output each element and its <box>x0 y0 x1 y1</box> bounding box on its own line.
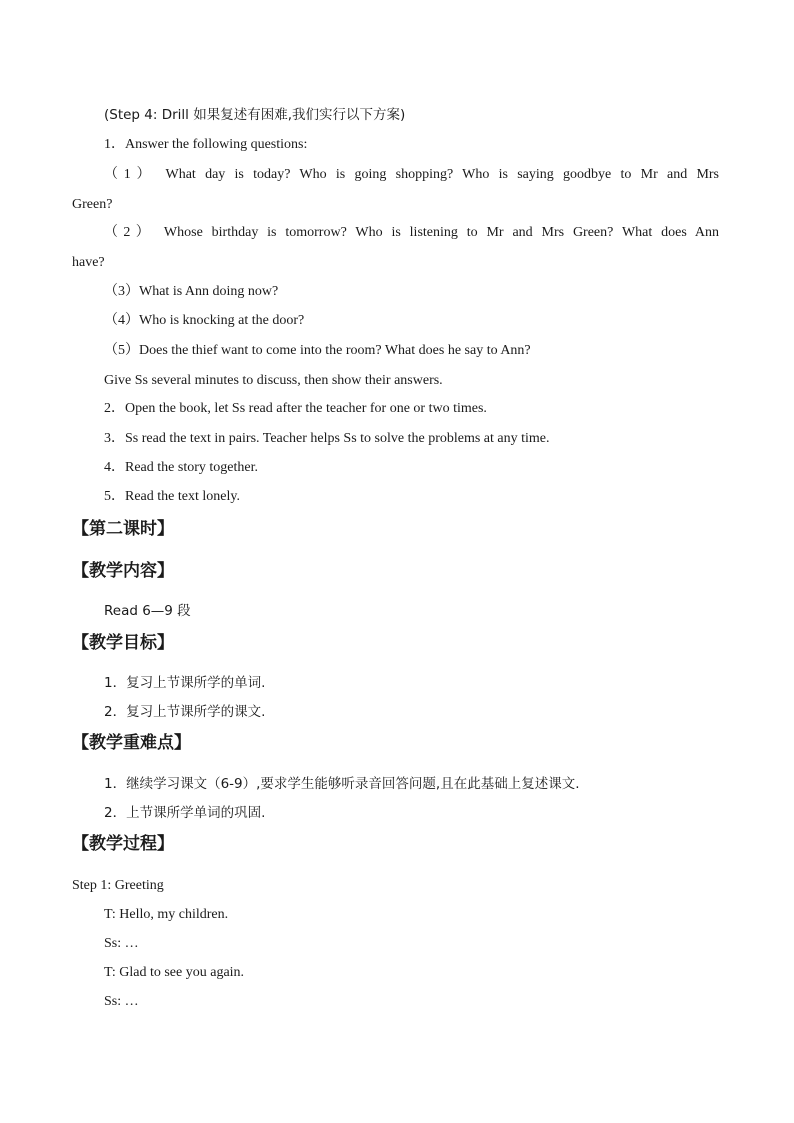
question-4: （4）Who is knocking at the door? <box>104 313 305 328</box>
teaching-goals-heading: 【教学目标】 <box>72 633 174 653</box>
question-3: （3）What is Ann doing now? <box>104 284 279 299</box>
give-instruction: Give Ss several minutes to discuss, then show their answers. <box>104 373 443 388</box>
goal-item-1: 1．复习上节课所学的单词. <box>104 675 266 691</box>
drill-item-2: 2．Open the book, let Ss read after the teacher for one or two times. <box>104 401 487 416</box>
key-points-heading: 【教学重难点】 <box>72 733 191 753</box>
key-point-item-2: 2．上节课所学单词的巩固. <box>104 805 266 821</box>
question-2-line-1: （2） Whose birthday is tomorrow? Who is listening to Mr and Mrs Green? What does Ann <box>104 225 719 240</box>
dialogue-line-2: Ss: … <box>104 936 139 951</box>
step-1-greeting: Step 1: Greeting <box>72 878 164 893</box>
dialogue-line-3: T: Glad to see you again. <box>104 965 245 980</box>
teaching-content-heading: 【教学内容】 <box>72 561 174 581</box>
question-5: （5）Does the thief want to come into the room? What does he say to Ann? <box>104 343 531 358</box>
teaching-process-heading: 【教学过程】 <box>72 834 174 854</box>
drill-item-3: 3．Ss read the text in pairs. Teacher helps Ss to solve the problems at any time. <box>104 431 550 446</box>
teaching-content-text: Read 6—9 段 <box>104 603 191 619</box>
drill-item-1: 1．Answer the following questions: <box>104 137 308 152</box>
drill-intro: (Step 4: Drill 如果复述有困难,我们实行以下方案) <box>104 107 406 123</box>
drill-item-4: 4．Read the story together. <box>104 460 258 475</box>
question-1-line-2: Green? <box>72 197 113 212</box>
goal-item-2: 2．复习上节课所学的课文. <box>104 704 266 720</box>
dialogue-line-4: Ss: … <box>104 994 139 1009</box>
drill-item-5: 5．Read the text lonely. <box>104 489 240 504</box>
question-1-line-1: （1） What day is today? Who is going shopping? Who is saying goodbye to Mr and Mrs <box>104 167 719 182</box>
question-2-line-2: have? <box>72 255 105 270</box>
dialogue-line-1: T: Hello, my children. <box>104 907 229 922</box>
key-point-item-1: 1．继续学习课文（6-9）,要求学生能够听录音回答问题,且在此基础上复述课文. <box>104 776 580 792</box>
second-lesson-heading: 【第二课时】 <box>72 519 174 539</box>
